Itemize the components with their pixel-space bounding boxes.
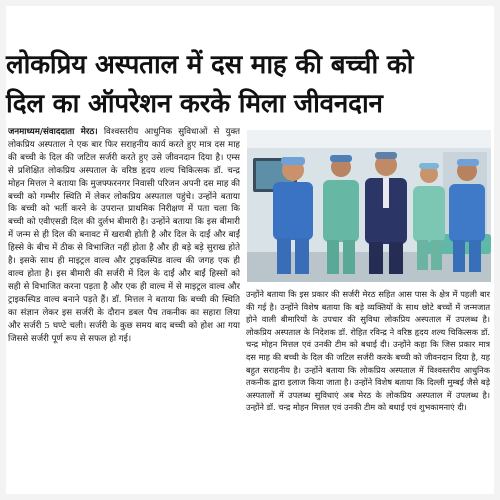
photo-ceiling [247,130,491,148]
news-photo [247,130,491,282]
headline-line-1: लोकप्रिय अस्पताल में दस माह की बच्ची को [6,50,414,80]
right-body-text: उन्होंने बताया कि इस प्रकार की सर्जरी मेरठ सहित आस पास के क्षेत्र में पहली बार की गई है। उन्होंने विशेष बताया कि बड़े व्यक्तियों के साथ छोटे बच्चों में जन्मजात होने वाली बीमारियों के उपचार की सुविधा लोकप्रिय अस्पताल में उपलब्ध है। लोकप्रिय अस्पताल के निदेशक डॉ. रोहित रविन्द्र ने वरिष्ठ हृदय शल्य चिकित्सक डॉ. चन्द्र मोहन मित्तल एवं उनकी टीम को बधाई दी। उन्होंने कहा कि जिस प्रकार मात्र दस माह की बच्ची के दिल की जटिल सर्जरी करके बच्ची को जीवनदान दिया है, यह बहुत सराहनीय है। उन्होंने बताया कि लोकप्रिय अस्पताल में विश्वस्तरीय आधुनिक तकनीक द्वारा इलाज किया जाता है। उन्होंने विशेष बताया कि दिल्ली मुम्बई जैसे बड़े अस्पतालों में उपलब्ध सुविधाएं अब मेरठ के लोकप्रिय अस्पताल में उपलब्ध है। उन्होंने डॉ. चन्द्र मोहन मित्तल एवं उनकी टीम को बधाई एवं शुभकामनाएं दी। [246,289,490,413]
headline [6,46,492,124]
article-right-column [246,288,490,486]
photo-illustration [247,130,491,282]
left-paragraph [8,126,240,345]
dateline: जनमाध्यम/संवाददाता मेरठ। [8,127,98,137]
left-body-text: विश्वस्तरीय आधुनिक सुविधाओं से युक्त लोकप्रिय अस्पताल ने एक बार फिर सराहनीय कार्य करते हुए मात्र दस माह की बच्ची के दिल की जटिल सर्जरी करते हुए उसे जीवनदान दिया है। एम्स से प्रशिक्षित लोकप्रिय अस्पताल के वरिष्ठ हृदय शल्य चिकित्सक डॉ. चन्द्र मोहन मित्तल ने बताया कि मुजफ्फरनगर निवासी परिजन अपनी दस माह की बच्ची को गम्भीर स्थिति में लेकर लोकप्रिय अस्पताल पहुंचे। उन्होंने बताया कि बच्ची को भर्ती करने के उपरान्त प्राथमिक निरीक्षण में पता चला कि बच्ची को एवीएसडी दिल की दुर्लभ बीमारी है। उन्होंने बताया कि इस बीमारी में जन्म से ही दिल की बनावट में खराबी होती है और दिल के दाईं और बाईं हिस्से के बीच में ठीक से विभाजित नहीं होता है और ही बड़े बड़े सुराख होते है। इसके साथ ही माइट्रल वाल्व और ट्राइकस्पिड वाल्व की जगह एक ही वाल्व होता है। इस बीमारी की सर्जरी में दिल के दाईं और बाईं हिस्सों को सही से विभाजित करना पड़ता है और एक ही वाल्व में से माइट्रल वाल्व और ट्राइकस्पिड वाल्व बनाने पड़ते हैं। डॉ. मित्तल ने बताया कि बच्ची की स्थिति का संज्ञान लेकर इस सर्जरी के दौरान डबल पैच तकनीक का सहारा लिया और सर्जरी 5 घण्टे चली। सर्जरी के कुछ समय बाद बच्ची को होश आ गया जिससे सर्जरी पूर्ण रूप से सफल हो गई। [8,127,240,344]
headline-line-2: दिल का ऑपरेशन करके मिला जीवनदान [6,89,383,119]
article-left-column [8,126,240,486]
